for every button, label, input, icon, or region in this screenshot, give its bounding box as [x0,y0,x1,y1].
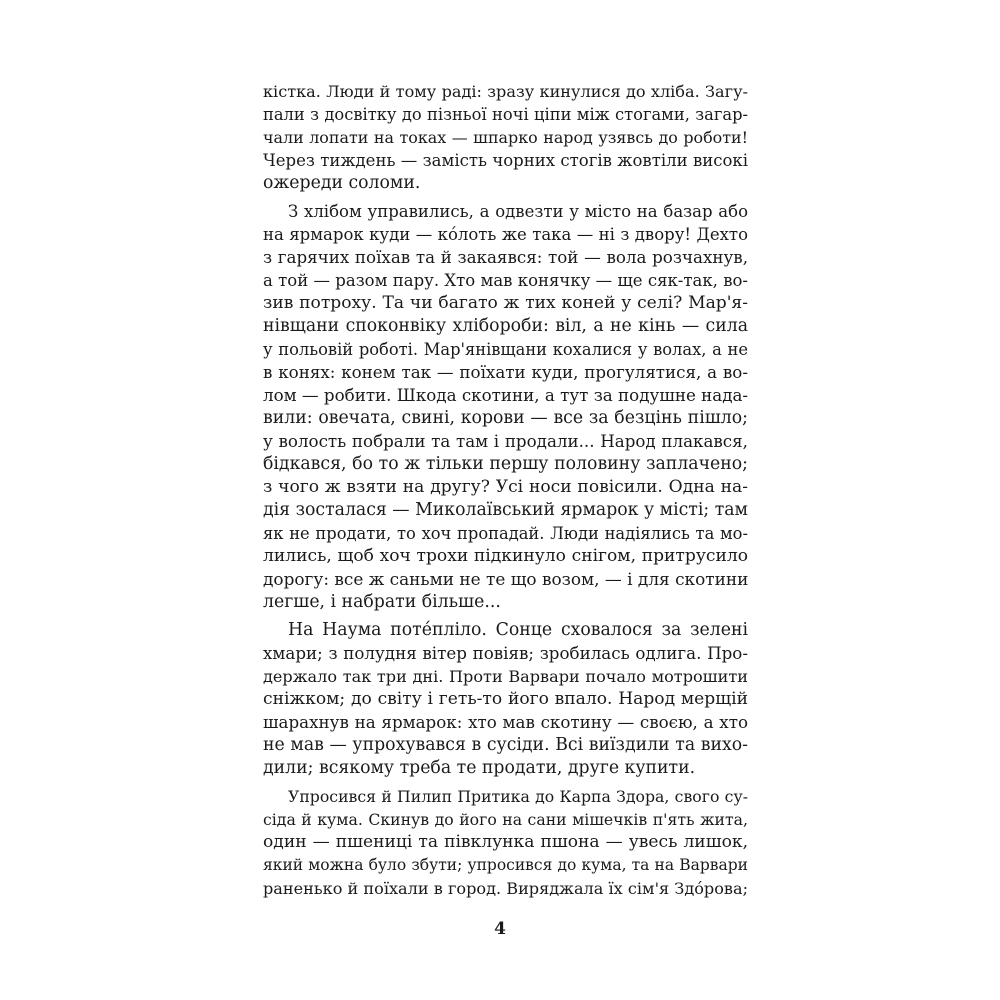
paragraph-2 [263,200,748,614]
text-line: чали лопати на токах — шпарко народ узявсь до роботи! [263,128,748,147]
text-line: На Наума потéпліло. Сонце сховалося за зелені [288,620,748,640]
text-line: один — пшениці та півклунка пшона — увесь лишок, [263,832,748,852]
text-line: зив потроху. Та чи багато ж тих коней у селі? Мар'я- [263,293,748,313]
text-line: держало так три дні. Проти Варвари почало мотрошити [263,667,748,686]
page-text [263,80,748,905]
text-line: шарахнув на ярмарок: хто мав скотину — своєю, а хто [263,712,748,732]
text-line: З хлібом управились, а одвезти у місто на базар або [288,202,748,221]
text-line: а той — разом пару. Хто мав конячку — ще сяк-так, во- [263,271,748,290]
text-line: вили: овечата, свині, корови — все за безцінь пішло; [263,408,748,428]
text-line: як не продати, то хоч пропадай. Люди надіялись та мо- [263,524,748,543]
text-line: дія зосталася — Миколаївський ярмарок у місті; там [263,500,748,520]
text-line: з чого ж взяти на другу? Усі носи повісили. Одна на- [263,477,748,497]
text-line: Через тиждень — замість чорних стогів жовтіли високі [263,151,748,170]
text-line: кістка. Люди й тому раді: зразу кинулися до хліба. Загу- [263,82,748,101]
text-line: лом — робити. Шкода скотини, а тут за подушне нада- [263,385,749,405]
text-line: сніжком; до світу і геть-то його впало. Народ мерщій [263,689,748,709]
paragraph-3 [263,619,748,780]
paragraph-1 [263,80,748,195]
text-line: який можна було збути; упросився до кума, та на Варвари [263,856,748,874]
paragraph-4 [263,785,748,900]
text-line: лились, щоб хоч трохи підкинуло снігом, притрусило [263,546,748,566]
text-line: Упросився й Пилип Притика до Карпа Здора, свого су- [288,787,748,806]
text-line: у волость побрали та там і продали... Народ плакався, [263,431,748,451]
text-line: в конях: конем так — поїхати куди, прогулятися, а во- [263,362,748,382]
page-number: 4 [494,919,506,939]
text-line: раненько й поїхали в город. Виряджала їх сім'я Здóрова; [263,879,748,898]
text-line: бідкався, бо то ж тільки першу половину заплачено; [263,454,748,474]
text-line: пали з досвітку до пізньої ночі ціпи між стогами, загар- [263,105,748,124]
text-line: у польовій роботі. Мар'янівщани кохалися у волах, а не [263,340,748,359]
text-line: сіда й кума. Скинув до його на сани мішечків п'ять жита, [263,810,748,829]
text-line: з гарячих поїхав та й закаявся: той — вола розчахнув, [263,247,748,267]
text-line: дорогу: все ж саньми не те що возом, — і для скотини [263,569,749,589]
text-line: дили; всякому треба те продати, друге купити. [263,758,696,778]
text-line: на ярмарок куди — кóлоть же така — ні з двору! Дехто [263,225,748,244]
text-line: ожереди соломи. [263,173,421,193]
text-line: нівщани споконвіку хлібороби: віл, а не кінь — сила [263,316,748,336]
text-line: хмари; з полудня вітер повіяв; зробилась одлига. Про- [263,643,748,663]
text-line: легше, і набрати більше... [263,592,501,612]
text-line: не мав — упрохувався в сусіди. Всі виїздили та вихо- [263,735,748,755]
